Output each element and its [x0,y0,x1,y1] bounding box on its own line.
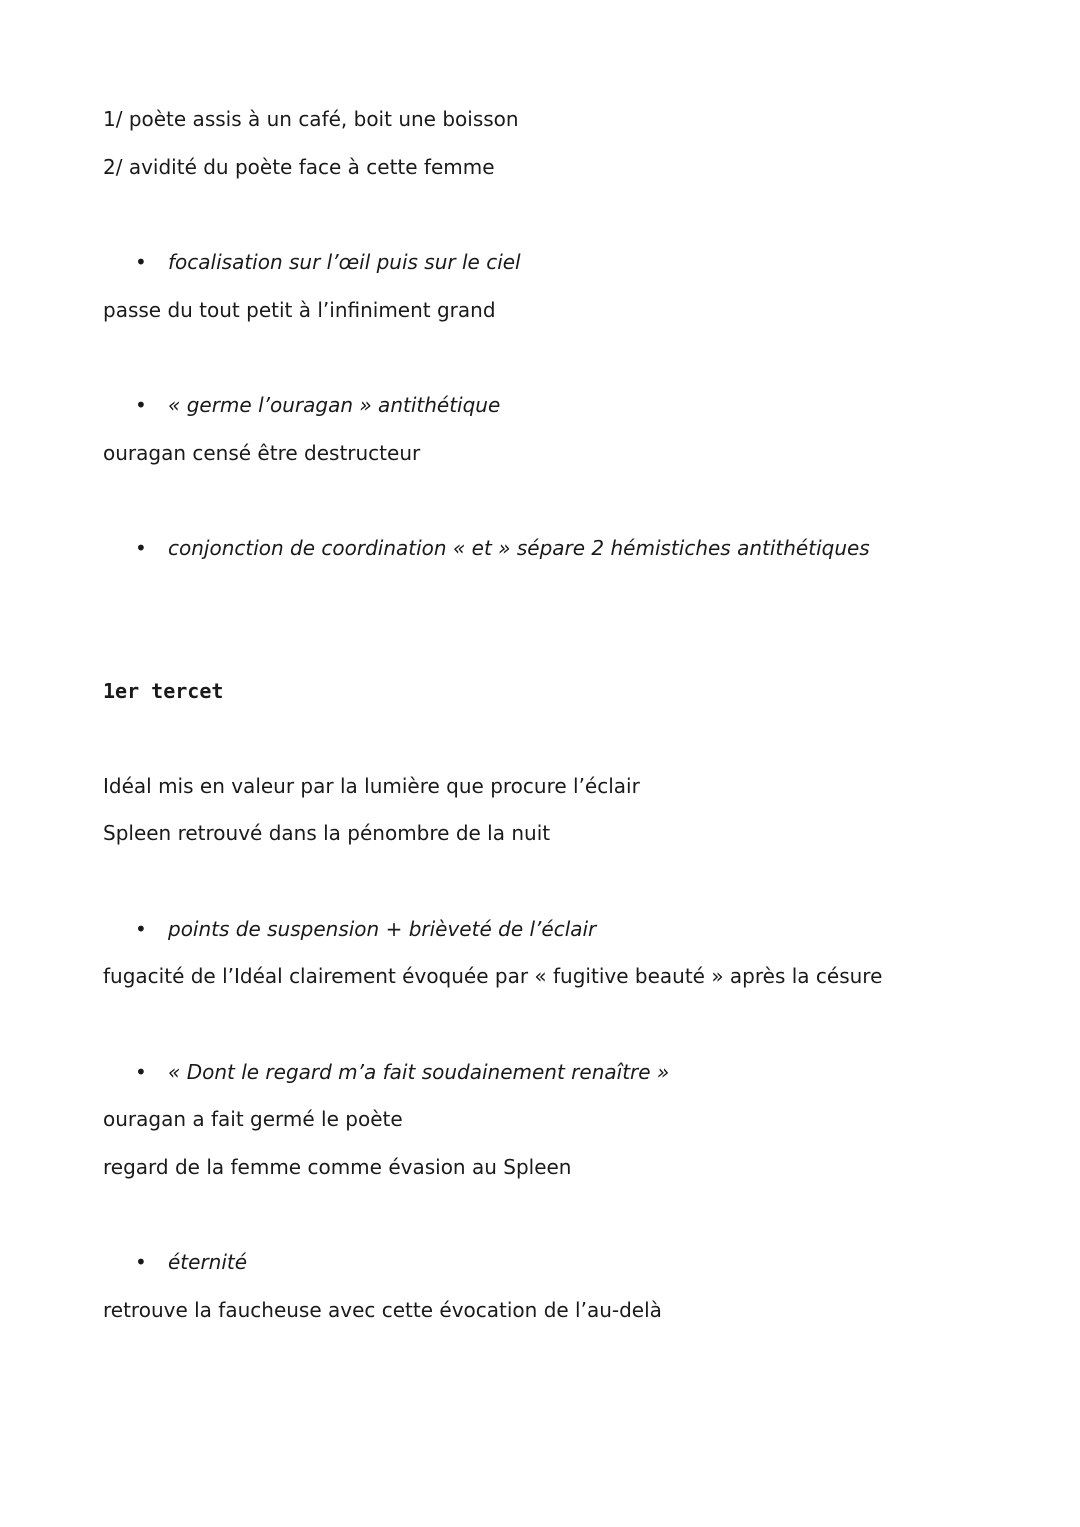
bullet-text: focalisation sur l’œil puis sur le ciel [168,250,521,274]
note-line: fugacité de l’Idéal clairement évoquée par « fugitive beauté » après la césure [103,964,883,988]
bullet-icon: • [135,917,147,941]
bullet-icon: • [135,1060,147,1084]
bullet-text: points de suspension + brièveté de l’éclair [168,917,597,941]
bullet-item [135,391,500,419]
note-line: retrouve la faucheuse avec cette évocation de l’au-delà [103,1298,662,1322]
bullet-text: conjonction de coordination « et » sépare 2 hémistiches antithétiques [168,536,870,560]
bullet-item [135,915,596,943]
tercet-line-2: Spleen retrouvé dans la pénombre de la nuit [103,821,551,845]
section-heading: 1er tercet [103,679,224,703]
bullet-text: « germe l’ouragan » antithétique [168,393,501,417]
bullet-icon: • [135,536,147,560]
bullet-item [135,248,521,276]
note-line: regard de la femme comme évasion au Spleen [103,1155,572,1179]
note-line: ouragan a fait germé le poète [103,1107,403,1131]
note-line: ouragan censé être destructeur [103,441,421,465]
intro-line-1: 1/ poète assis à un café, boit une boisson [103,107,519,131]
bullet-item [135,1058,669,1086]
bullet-text: éternité [168,1250,248,1274]
tercet-line-1: Idéal mis en valeur par la lumière que procure l’éclair [103,774,640,798]
intro-line-2: 2/ avidité du poète face à cette femme [103,155,495,179]
bullet-item [135,1248,247,1276]
bullet-icon: • [135,250,147,274]
note-line: passe du tout petit à l’infiniment grand [103,298,496,322]
bullet-icon: • [135,393,147,417]
bullet-item [135,534,870,562]
bullet-icon: • [135,1250,147,1274]
bullet-text: « Dont le regard m’a fait soudainement renaître » [168,1060,670,1084]
